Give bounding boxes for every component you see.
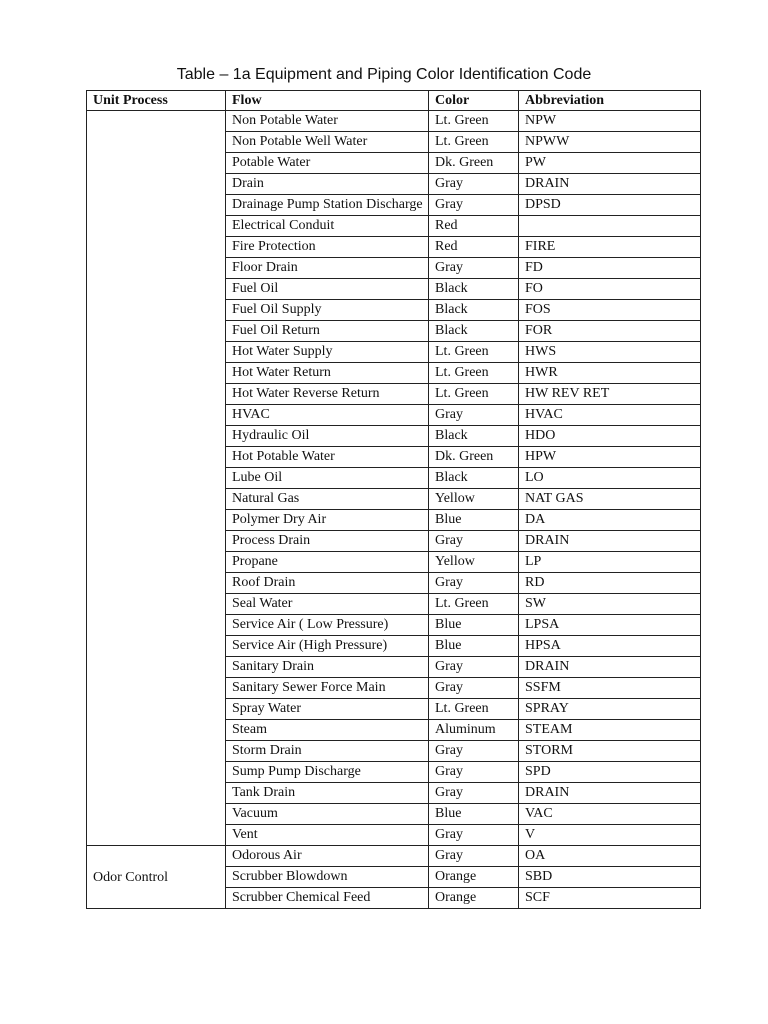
abbreviation-cell: FD (519, 258, 701, 279)
color-cell: Lt. Green (429, 699, 519, 720)
flow-cell: Scrubber Blowdown (226, 867, 429, 888)
abbreviation-cell: DA (519, 510, 701, 531)
table-row (87, 846, 701, 867)
abbreviation-cell: SBD (519, 867, 701, 888)
color-cell: Gray (429, 783, 519, 804)
color-cell: Blue (429, 636, 519, 657)
color-cell: Gray (429, 825, 519, 846)
abbreviation-cell: SSFM (519, 678, 701, 699)
flow-cell: Fuel Oil (226, 279, 429, 300)
flow-cell: Hot Water Supply (226, 342, 429, 363)
color-code-table (86, 90, 701, 909)
flow-cell: Steam (226, 720, 429, 741)
flow-cell: Potable Water (226, 153, 429, 174)
abbreviation-cell: PW (519, 153, 701, 174)
color-cell: Black (429, 279, 519, 300)
abbreviation-cell: NAT GAS (519, 489, 701, 510)
color-cell: Red (429, 237, 519, 258)
flow-cell: Drain (226, 174, 429, 195)
flow-cell: Storm Drain (226, 741, 429, 762)
abbreviation-cell: SPRAY (519, 699, 701, 720)
color-cell: Aluminum (429, 720, 519, 741)
color-cell: Lt. Green (429, 111, 519, 132)
abbreviation-cell: HWR (519, 363, 701, 384)
color-cell: Black (429, 468, 519, 489)
header-color: Color (429, 91, 519, 111)
abbreviation-cell: RD (519, 573, 701, 594)
flow-cell: Non Potable Well Water (226, 132, 429, 153)
header-abbreviation: Abbreviation (519, 91, 701, 111)
color-cell: Gray (429, 741, 519, 762)
color-cell: Gray (429, 762, 519, 783)
flow-cell: Propane (226, 552, 429, 573)
flow-cell: Sump Pump Discharge (226, 762, 429, 783)
color-cell: Gray (429, 657, 519, 678)
flow-cell: HVAC (226, 405, 429, 426)
abbreviation-cell: FIRE (519, 237, 701, 258)
unit-process-cell (87, 111, 226, 846)
abbreviation-cell: LO (519, 468, 701, 489)
flow-cell: Sanitary Drain (226, 657, 429, 678)
color-cell: Lt. Green (429, 594, 519, 615)
abbreviation-cell: HWS (519, 342, 701, 363)
abbreviation-cell: LPSA (519, 615, 701, 636)
flow-cell: Natural Gas (226, 489, 429, 510)
header-flow: Flow (226, 91, 429, 111)
abbreviation-cell: HVAC (519, 405, 701, 426)
color-cell: Yellow (429, 552, 519, 573)
flow-cell: Sanitary Sewer Force Main (226, 678, 429, 699)
flow-cell: Roof Drain (226, 573, 429, 594)
flow-cell: Vacuum (226, 804, 429, 825)
flow-cell: Service Air (High Pressure) (226, 636, 429, 657)
abbreviation-cell: FOR (519, 321, 701, 342)
header-unit-process: Unit Process (87, 91, 226, 111)
flow-cell: Vent (226, 825, 429, 846)
abbreviation-cell: FOS (519, 300, 701, 321)
abbreviation-cell: SW (519, 594, 701, 615)
color-cell: Gray (429, 174, 519, 195)
flow-cell: Non Potable Water (226, 111, 429, 132)
flow-cell: Tank Drain (226, 783, 429, 804)
abbreviation-cell: HPSA (519, 636, 701, 657)
flow-cell: Seal Water (226, 594, 429, 615)
color-cell: Blue (429, 615, 519, 636)
unit-process-cell: Odor Control (87, 846, 226, 909)
table-row (87, 111, 701, 132)
color-cell: Black (429, 300, 519, 321)
abbreviation-cell: SCF (519, 888, 701, 909)
flow-cell: Odorous Air (226, 846, 429, 867)
table-body (87, 111, 701, 909)
abbreviation-cell: DRAIN (519, 531, 701, 552)
table-title: Table – 1a Equipment and Piping Color Identification Code (176, 66, 592, 83)
color-cell: Lt. Green (429, 363, 519, 384)
abbreviation-cell (519, 216, 701, 237)
abbreviation-cell: VAC (519, 804, 701, 825)
flow-cell: Service Air ( Low Pressure) (226, 615, 429, 636)
flow-cell: Hot Water Return (226, 363, 429, 384)
flow-cell: Electrical Conduit (226, 216, 429, 237)
abbreviation-cell: SPD (519, 762, 701, 783)
abbreviation-cell: NPWW (519, 132, 701, 153)
flow-cell: Fire Protection (226, 237, 429, 258)
color-cell: Gray (429, 195, 519, 216)
abbreviation-cell: STORM (519, 741, 701, 762)
abbreviation-cell: LP (519, 552, 701, 573)
color-cell: Lt. Green (429, 384, 519, 405)
color-cell: Lt. Green (429, 342, 519, 363)
flow-cell: Fuel Oil Return (226, 321, 429, 342)
abbreviation-cell: DRAIN (519, 657, 701, 678)
abbreviation-cell: DPSD (519, 195, 701, 216)
abbreviation-cell: HDO (519, 426, 701, 447)
color-cell: Black (429, 426, 519, 447)
abbreviation-cell: FO (519, 279, 701, 300)
color-cell: Blue (429, 804, 519, 825)
color-cell: Lt. Green (429, 132, 519, 153)
color-cell: Dk. Green (429, 153, 519, 174)
color-cell: Gray (429, 678, 519, 699)
color-cell: Gray (429, 258, 519, 279)
abbreviation-cell: OA (519, 846, 701, 867)
color-cell: Gray (429, 846, 519, 867)
color-cell: Dk. Green (429, 447, 519, 468)
color-cell: Red (429, 216, 519, 237)
flow-cell: Hot Water Reverse Return (226, 384, 429, 405)
flow-cell: Floor Drain (226, 258, 429, 279)
abbreviation-cell: DRAIN (519, 783, 701, 804)
color-cell: Yellow (429, 489, 519, 510)
color-cell: Gray (429, 405, 519, 426)
color-cell: Orange (429, 867, 519, 888)
color-cell: Orange (429, 888, 519, 909)
abbreviation-cell: NPW (519, 111, 701, 132)
flow-cell: Lube Oil (226, 468, 429, 489)
color-cell: Gray (429, 531, 519, 552)
abbreviation-cell: STEAM (519, 720, 701, 741)
flow-cell: Scrubber Chemical Feed (226, 888, 429, 909)
flow-cell: Hydraulic Oil (226, 426, 429, 447)
flow-cell: Process Drain (226, 531, 429, 552)
flow-cell: Spray Water (226, 699, 429, 720)
abbreviation-cell: HPW (519, 447, 701, 468)
abbreviation-cell: DRAIN (519, 174, 701, 195)
abbreviation-cell: V (519, 825, 701, 846)
flow-cell: Fuel Oil Supply (226, 300, 429, 321)
color-cell: Black (429, 321, 519, 342)
color-cell: Blue (429, 510, 519, 531)
abbreviation-cell: HW REV RET (519, 384, 701, 405)
color-cell: Gray (429, 573, 519, 594)
flow-cell: Drainage Pump Station Discharge (226, 195, 429, 216)
flow-cell: Hot Potable Water (226, 447, 429, 468)
flow-cell: Polymer Dry Air (226, 510, 429, 531)
header-row (87, 91, 701, 111)
